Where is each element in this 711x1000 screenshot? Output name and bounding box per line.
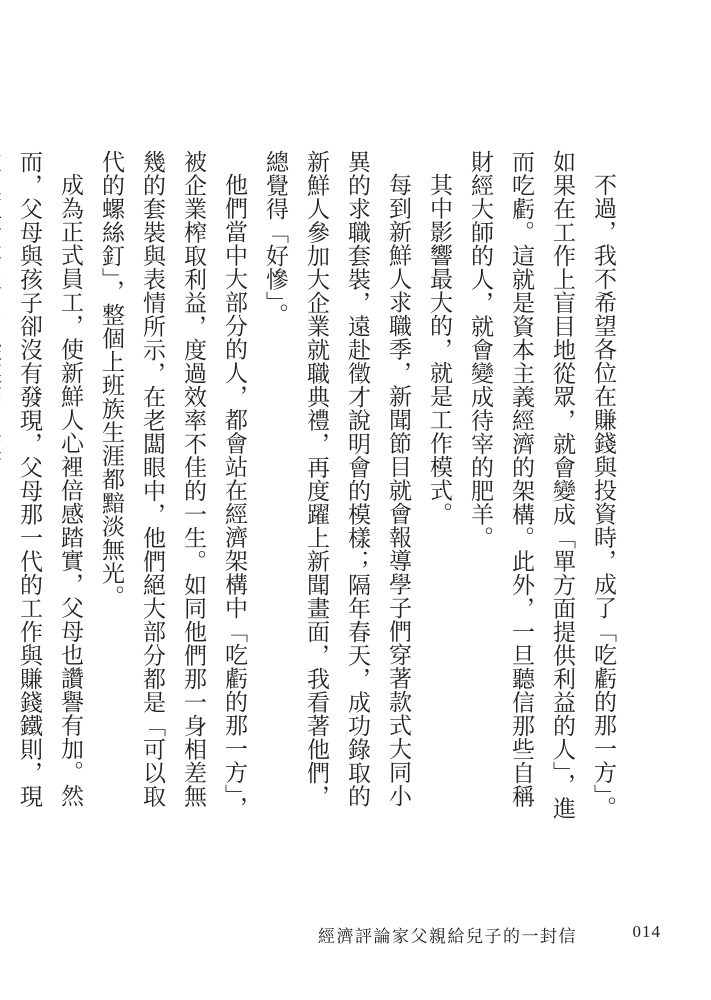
paragraph-3: 每到新鮮人求職季，新聞節目就會報導學子們穿著款式大同小異的求職套裝，遠赴徵才說明會的模樣；隔年春天，成功錄取的新鮮人參加大企業就職典禮，再度躍上新聞畫面，我看著他們，總覺得「好慘」。 xyxy=(262,150,411,808)
paragraph-1: 不過，我不希望各位在賺錢與投資時，成了「吃虧的那一方」。如果在工作上盲目地從眾，就會變成「單方面提供利益的人」，進而吃虧。這就是資本主義經濟的架構。此外，一旦聽信那些自稱財經大師的人，就會變成待宰的肥羊。 xyxy=(467,150,616,820)
body-text xyxy=(0,150,623,830)
running-title: 經濟評論家父親給兒子的一封信 xyxy=(318,927,577,947)
paragraph-5: 成為正式員工，使新鮮人心裡倍感踏實，父母也讚譽有加。然而，父母與孩子卻沒有發現，父母那一代的工作與賺錢鐵則，現 xyxy=(16,150,83,808)
paragraph-2: 其中影響最大的，就是工作模式。 xyxy=(426,173,452,526)
page-number: 014 xyxy=(632,922,661,941)
page-footer xyxy=(0,922,711,952)
paragraph-4: 他們當中大部分的人，都會站在經濟架構中「吃虧的那一方」，被企業榨取利益，度過效率不佳的一生。如同他們那一身相差無幾的套裝與表情所示，在老闆眼中，他們絕大部分都是「可以取代的螺絲釘」，整個上班族生涯都黯淡無光。 xyxy=(98,150,247,820)
